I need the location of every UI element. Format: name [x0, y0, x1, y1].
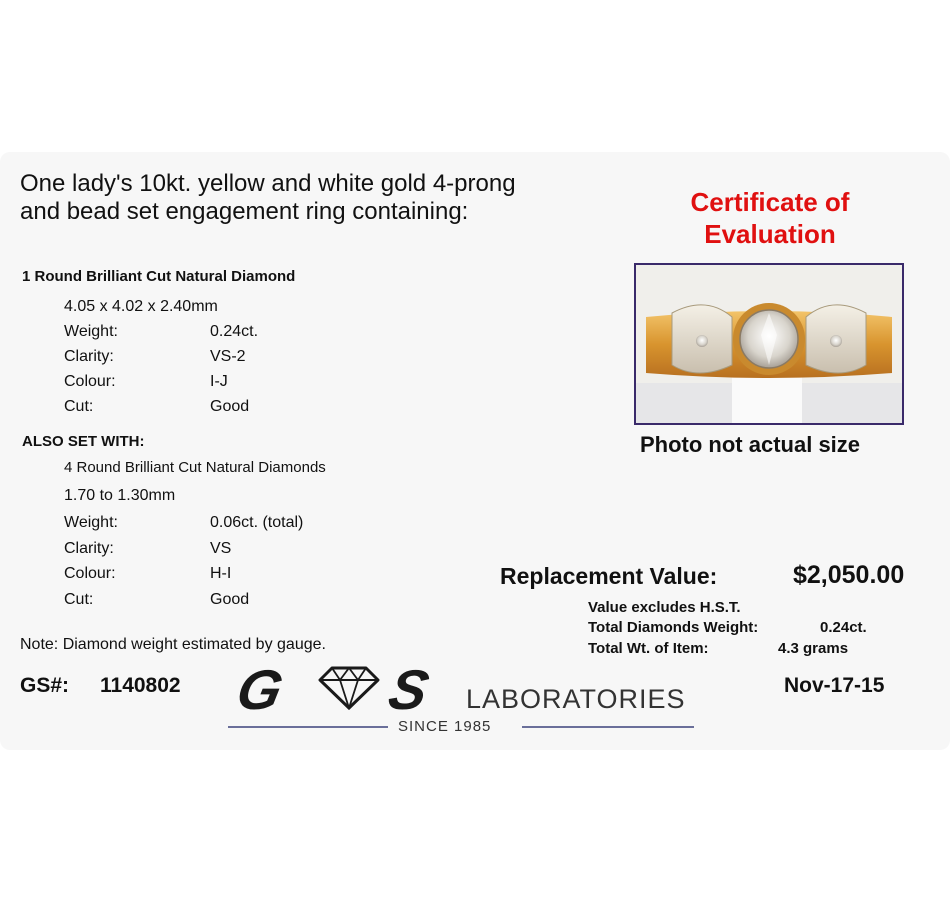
gs-number-label: GS#:	[20, 674, 70, 697]
side-clarity-label: Clarity:	[64, 540, 114, 557]
side-colour-value: H-I	[210, 565, 232, 582]
main-clarity-label: Clarity:	[64, 348, 114, 365]
side-stones-dimensions: 1.70 to 1.30mm	[64, 487, 176, 504]
side-cut-label: Cut:	[64, 591, 94, 608]
main-clarity-value: VS-2	[210, 348, 246, 365]
main-colour-label: Colour:	[64, 373, 116, 390]
main-weight-label: Weight:	[64, 323, 118, 340]
description-line-1: One lady's 10kt. yellow and white gold 4-prong	[20, 170, 516, 197]
main-colour-value: I-J	[210, 373, 228, 390]
logo-since-text: SINCE 1985	[398, 718, 492, 735]
value-excludes-note: Value excludes H.S.T.	[588, 599, 741, 616]
side-colour-label: Colour:	[64, 565, 116, 582]
logo-rule-right	[522, 726, 694, 728]
main-cut-label: Cut:	[64, 398, 94, 415]
description-line-2: and bead set engagement ring containing:	[20, 198, 469, 225]
side-weight-value: 0.06ct. (total)	[210, 514, 304, 531]
total-diamonds-label: Total Diamonds Weight:	[588, 619, 759, 636]
side-cut-value: Good	[210, 591, 250, 608]
certificate-date: Nov-17-15	[784, 674, 885, 697]
total-weight-label: Total Wt. of Item:	[588, 640, 709, 657]
main-weight-value: 0.24ct.	[210, 323, 259, 340]
side-stones-description: 4 Round Brilliant Cut Natural Diamonds	[64, 459, 326, 476]
item-description	[20, 170, 516, 226]
gs-number-value: 1140802	[100, 674, 181, 697]
side-stones-heading: ALSO SET WITH:	[22, 433, 145, 450]
side-clarity-value: VS	[210, 540, 232, 557]
side-weight-label: Weight:	[64, 514, 118, 531]
logo-letter-s: S	[383, 658, 435, 721]
photo-caption: Photo not actual size	[640, 432, 861, 457]
replacement-value-label: Replacement Value:	[500, 563, 718, 589]
certificate-title-line-1: Certificate of	[690, 187, 850, 217]
total-weight-value: 4.3 grams	[778, 640, 849, 657]
total-diamonds-value: 0.24ct.	[820, 619, 867, 636]
replacement-value-amount: $2,050.00	[793, 561, 905, 589]
certificate-title	[636, 186, 904, 250]
diamond-logo-icon	[318, 666, 380, 710]
main-stone-dimensions: 4.05 x 4.02 x 2.40mm	[64, 298, 218, 315]
logo-rule-left	[228, 726, 388, 728]
diamond-weight-note: Note: Diamond weight estimated by gauge.	[20, 636, 326, 653]
main-stone-heading: 1 Round Brilliant Cut Natural Diamond	[22, 268, 296, 285]
logo-letter-g: G	[231, 658, 289, 721]
main-cut-value: Good	[210, 398, 250, 415]
ring-illustration	[636, 265, 902, 423]
ring-photo	[634, 263, 904, 425]
logo-laboratories-text: LABORATORIES	[466, 684, 686, 714]
certificate-title-line-2: Evaluation	[704, 219, 836, 249]
